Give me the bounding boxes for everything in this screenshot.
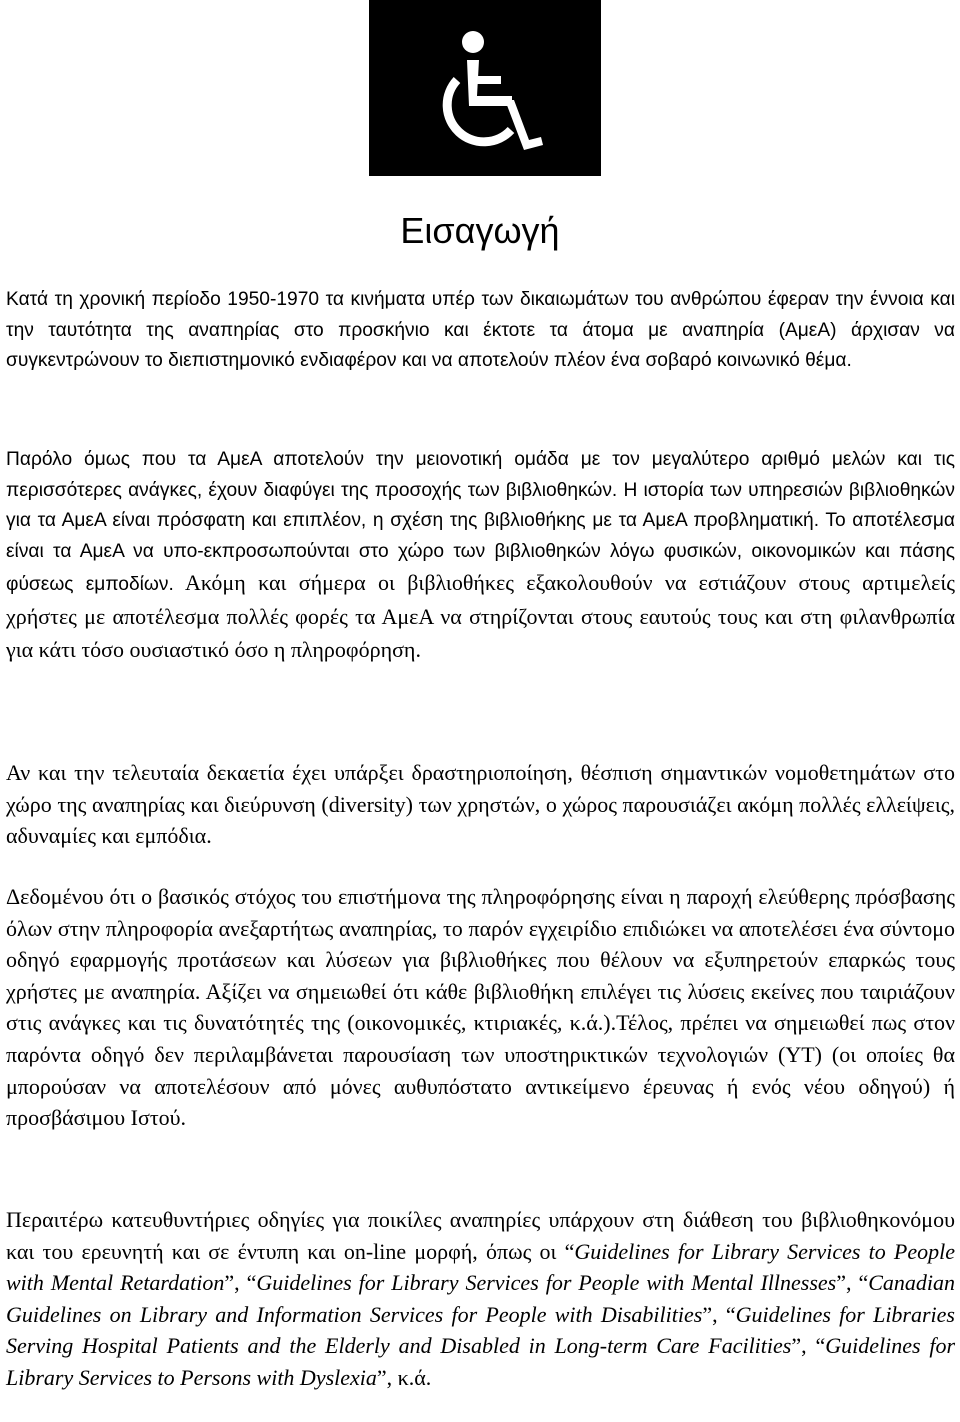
separator: ,	[801, 1333, 816, 1359]
guideline-title-3: Canadian Guidelines on Library and Information Services for People with Disabilities	[6, 1270, 956, 1327]
quote-open: “	[725, 1301, 736, 1327]
paragraph-3: Αν και την τελευταία δεκαετία έχει υπάρξει δραστηριοποίηση, θέσπιση σημαντικών νομοθετημάτων στο χώρο της αναπηρίας και διεύρυνση (diversity) των χρηστών, ο χώρος παρουσιάζει ακόμη πολλές ελλείψεις, αδυναμίες και εμπόδια.	[6, 760, 955, 849]
paragraph-5-intro: Περαιτέρω κατευθυντήριες οδηγίες για ποικίλες αναπηρίες υπάρχουν στη διάθεση του βιβλιοθηκονόμου και του ερευνητή και σε έντυπη και on-line μορφή, όπως οι	[6, 1207, 955, 1264]
paragraph-2-serif-part: Ακόμη και σήμερα οι βιβλιοθήκες εξακολουθούν να εστιάζουν στους αρτιμελείς χρήστες με αποτέλεσμα πολλές φορές τα ΑμεΑ να στηρίζονται στους εαυτούς τους και στη φιλανθρωπία για κάτι τόσο ουσιαστικό όσο η πληροφόρηση.	[6, 570, 955, 662]
guideline-title-1: Guidelines for Library Services to People with Mental Retardation	[6, 1238, 956, 1296]
accessibility-logo	[369, 0, 601, 176]
quote-open: “	[564, 1238, 575, 1264]
wheelchair-accessibility-icon	[369, 0, 601, 176]
page-title: Εισαγωγή	[400, 210, 560, 251]
paragraph-5-ending: , κ.ά.	[386, 1364, 432, 1390]
guideline-title-2: Guidelines for Library Services for People with Mental Illnesses	[256, 1270, 837, 1296]
quote-open: “	[246, 1270, 257, 1296]
paragraph-2-sans-part: Παρόλο όμως που τα ΑμεΑ αποτελούν την μειονοτική ομάδα με τον μεγαλύτερο αριθμό μελών και τις περισσότερες ανάγκες, έχουν διαφύγει της προσοχής των βιβλιοθηκών. Η ιστορία των υπηρεσιών βιβλιοθηκών για τα ΑμεΑ είναι πρόσφατη και επιπλέον, η σχέση της βιβλιοθήκης με τα ΑμεΑ προβληματική. Το αποτέλεσμα είναι τα ΑμεΑ να υπο-εκπροσωπούνται στο χώρο των βιβλιοθηκών λόγω φυσικών, οικονομικών και πάσης φύσεως εμποδίων.	[6, 449, 955, 595]
quote-open: “	[815, 1333, 826, 1359]
quote-close: ”	[376, 1364, 387, 1390]
separator: ,	[234, 1270, 247, 1296]
quote-close: ”	[702, 1301, 713, 1327]
paragraph-2	[6, 445, 955, 668]
separator: ,	[712, 1301, 726, 1327]
paragraph-5	[6, 1204, 955, 1394]
guideline-title-5: Guidelines for Library Services to Persons with Dyslexia	[6, 1333, 956, 1390]
paragraph-4: Δεδομένου ότι ο βασικός στόχος του επιστήμονα της πληροφόρησης είναι η παροχή ελεύθερης πρόσβασης όλων στην πληροφορία ανεξαρτήτως αναπηρίας, το παρόν εγχειρίδιο επιδιώκει να αποτελέσει ένα σύντομο οδηγό εφαρμογής προτάσεων και λύσεων για βιβλιοθήκες που θέλουν να εξυπηρετούν επαρκώς τους χρήστες με αναπηρία. Αξίζει να σημειωθεί ότι κάθε βιβλιοθήκη επιλέγει τις λύσεις εκείνες που ταιριάζουν στις ανάγκες και τις δυνατότητές της (οικονομικές, κτιριακές, κ.ά.).Τέλος, πρέπει να σημειωθεί πως στον παρόντα οδηγό δεν περιλαμβάνεται παρουσίαση των υποστηρικτικών τεχνολογιών (ΥΤ) (οι οποίες θα μπορούσαν να αποτελέσουν από μόνες αυθυπόστατο αντικείμενο έρευνας ή ενός νέου οδηγού) ή προσβάσιμου Ιστού.	[6, 884, 955, 1131]
quote-close: ”	[836, 1270, 846, 1296]
quote-open: “	[858, 1270, 869, 1296]
separator: ,	[846, 1270, 859, 1296]
quote-close: ”	[791, 1333, 802, 1359]
quote-close: ”	[224, 1270, 235, 1296]
guideline-title-4: Guidelines for Libraries Serving Hospital Patients and the Elderly and Disabled in Long-term Care Facilities	[6, 1301, 955, 1359]
paragraph-1: Κατά τη χρονική περίοδο 1950-1970 τα κινήματα υπέρ των δικαιωμάτων του ανθρώπου έφεραν την έννοια και την ταυτότητα της αναπηρίας στο προσκήνιο και έκτοτε τα άτομα με αναπηρία (ΑμεΑ) άρχισαν να συγκεντρώνουν το διεπιστημονικό ενδιαφέρον και να αποτελούν πλέον ένα σοβαρό κοινωνικό θέμα.	[6, 289, 955, 371]
